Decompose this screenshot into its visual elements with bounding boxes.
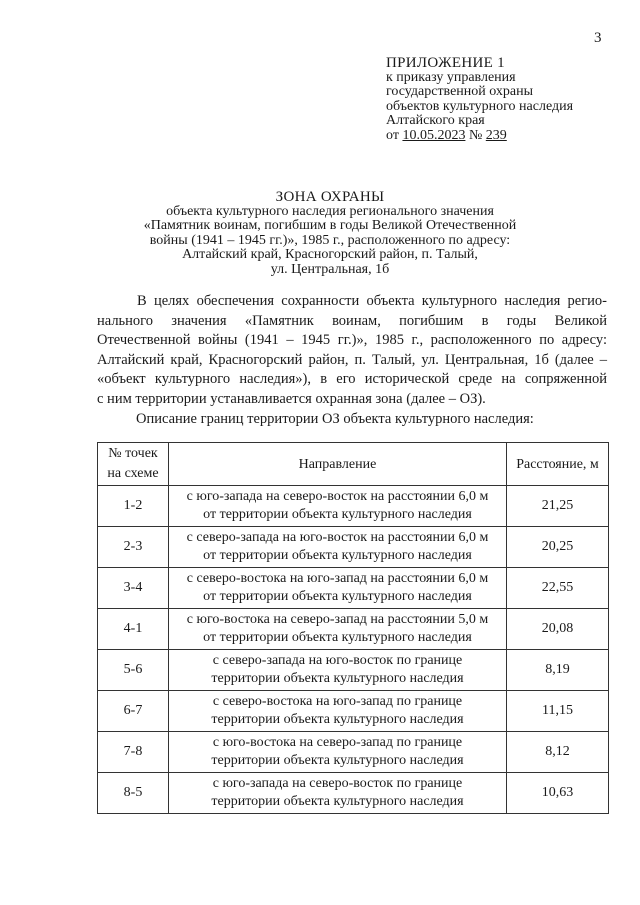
header-distance: Расстояние, м: [507, 443, 609, 486]
zone-title: ЗОНА ОХРАНЫ: [275, 189, 385, 205]
date-prefix: от: [386, 127, 403, 143]
number-prefix: №: [465, 127, 486, 143]
row-direction-l1: с северо-востока на юго-запад по границе: [212, 694, 463, 709]
zone-line: ул. Центральная, 1б: [270, 261, 390, 277]
row-distance: 11,15: [507, 691, 609, 732]
row-distance: 21,25: [507, 486, 609, 527]
zone-heading: [100, 190, 560, 277]
row-direction-l2: территории объекта культурного наследия: [211, 712, 464, 727]
zone-line: объекта культурного наследия регионального значения: [166, 203, 494, 219]
appendix-date-line: [386, 129, 573, 144]
row-direction-l1: с северо-запада на юго-восток на расстоянии 6,0 м: [186, 530, 489, 545]
header-points-l2: на схеме: [107, 466, 159, 481]
table-row: [98, 486, 609, 527]
paragraph-line: Отечественной войны (1941 – 1945 гг.)», 1985 г., расположенного по адресу:: [97, 332, 607, 348]
row-direction: [169, 691, 507, 732]
order-date: 10.05.2023: [402, 127, 466, 143]
appendix-header: [386, 56, 573, 143]
row-direction-l1: с юго-востока на северо-запад на расстоянии 5,0 м: [186, 612, 489, 627]
header-direction: Направление: [169, 443, 507, 486]
row-direction-l2: от территории объекта культурного наследия: [203, 548, 472, 563]
appendix-line: государственной охраны: [386, 84, 534, 99]
row-direction-l1: с юго-востока на северо-запад по границе: [212, 735, 463, 750]
paragraph-line: В целях обеспечения сохранности объекта культурного наследия регио-: [137, 293, 607, 309]
row-points: 2-3: [98, 527, 169, 568]
appendix-line: объектов культурного наследия: [386, 98, 574, 114]
row-direction-l1: с северо-востока на юго-запад на расстоянии 6,0 м: [186, 571, 489, 586]
row-points: 8-5: [98, 773, 169, 814]
paragraph-line: «объект культурного наследия»), в его исторической среде на сопряженной: [97, 371, 607, 387]
row-distance: 8,19: [507, 650, 609, 691]
row-direction-l2: территории объекта культурного наследия: [211, 794, 464, 809]
row-direction-l2: от территории объекта культурного наследия: [203, 589, 472, 604]
table-row: [98, 527, 609, 568]
zone-line: войны (1941 – 1945 гг.)», 1985 г., расположенного по адресу:: [149, 232, 511, 248]
header-points: [98, 443, 169, 486]
zone-line: «Памятник воинам, погибшим в годы Великой Отечественной: [143, 218, 517, 233]
header-points-l1: № точек: [108, 446, 158, 461]
paragraph-line: нального значения «Памятник воинам, погибшим в годы Великой: [97, 312, 607, 329]
page-number: 3: [594, 30, 602, 46]
row-direction-l2: от территории объекта культурного наследия: [203, 507, 472, 522]
table-row: [98, 691, 609, 732]
appendix-line: к приказу управления: [386, 69, 516, 85]
row-direction-l1: с северо-запада на юго-восток по границе: [212, 653, 463, 668]
row-distance: 20,25: [507, 527, 609, 568]
paragraph-line: с ним территории устанавливается охранная зона (далее – ОЗ).: [97, 390, 486, 407]
body-paragraph: [97, 292, 607, 409]
table-row: [98, 650, 609, 691]
row-direction-l2: от территории объекта культурного наследия: [203, 630, 472, 645]
row-points: 6-7: [98, 691, 169, 732]
boundary-table: [97, 442, 609, 814]
row-direction: [169, 732, 507, 773]
table-row: [98, 773, 609, 814]
order-number: 239: [485, 127, 507, 143]
row-points: 3-4: [98, 568, 169, 609]
row-points: 4-1: [98, 609, 169, 650]
row-direction: [169, 527, 507, 568]
appendix-line: Алтайского края: [386, 113, 485, 128]
row-direction-l2: территории объекта культурного наследия: [211, 753, 464, 768]
row-direction-l2: территории объекта культурного наследия: [211, 671, 464, 686]
table-header-row: [98, 443, 609, 486]
row-direction: [169, 568, 507, 609]
table-caption: Описание границ территории ОЗ объекта культурного наследия:: [136, 411, 534, 427]
row-direction: [169, 609, 507, 650]
appendix-title: ПРИЛОЖЕНИЕ 1: [386, 55, 505, 71]
row-distance: 22,55: [507, 568, 609, 609]
zone-line: Алтайский край, Красногорский район, п. Талый,: [182, 247, 478, 262]
table-row: [98, 568, 609, 609]
row-direction: [169, 650, 507, 691]
row-distance: 8,12: [507, 732, 609, 773]
row-direction: [169, 486, 507, 527]
paragraph-line: Алтайский край, Красногорский район, п. Талый, ул. Центральная, 1б (далее –: [97, 351, 607, 368]
row-points: 7-8: [98, 732, 169, 773]
row-distance: 20,08: [507, 609, 609, 650]
table-row: [98, 609, 609, 650]
table-row: [98, 732, 609, 773]
row-direction-l1: с юго-запада на северо-восток по границе: [212, 776, 463, 791]
row-points: 5-6: [98, 650, 169, 691]
row-points: 1-2: [98, 486, 169, 527]
row-direction: [169, 773, 507, 814]
row-distance: 10,63: [507, 773, 609, 814]
row-direction-l1: с юго-запада на северо-восток на расстоянии 6,0 м: [186, 489, 489, 504]
